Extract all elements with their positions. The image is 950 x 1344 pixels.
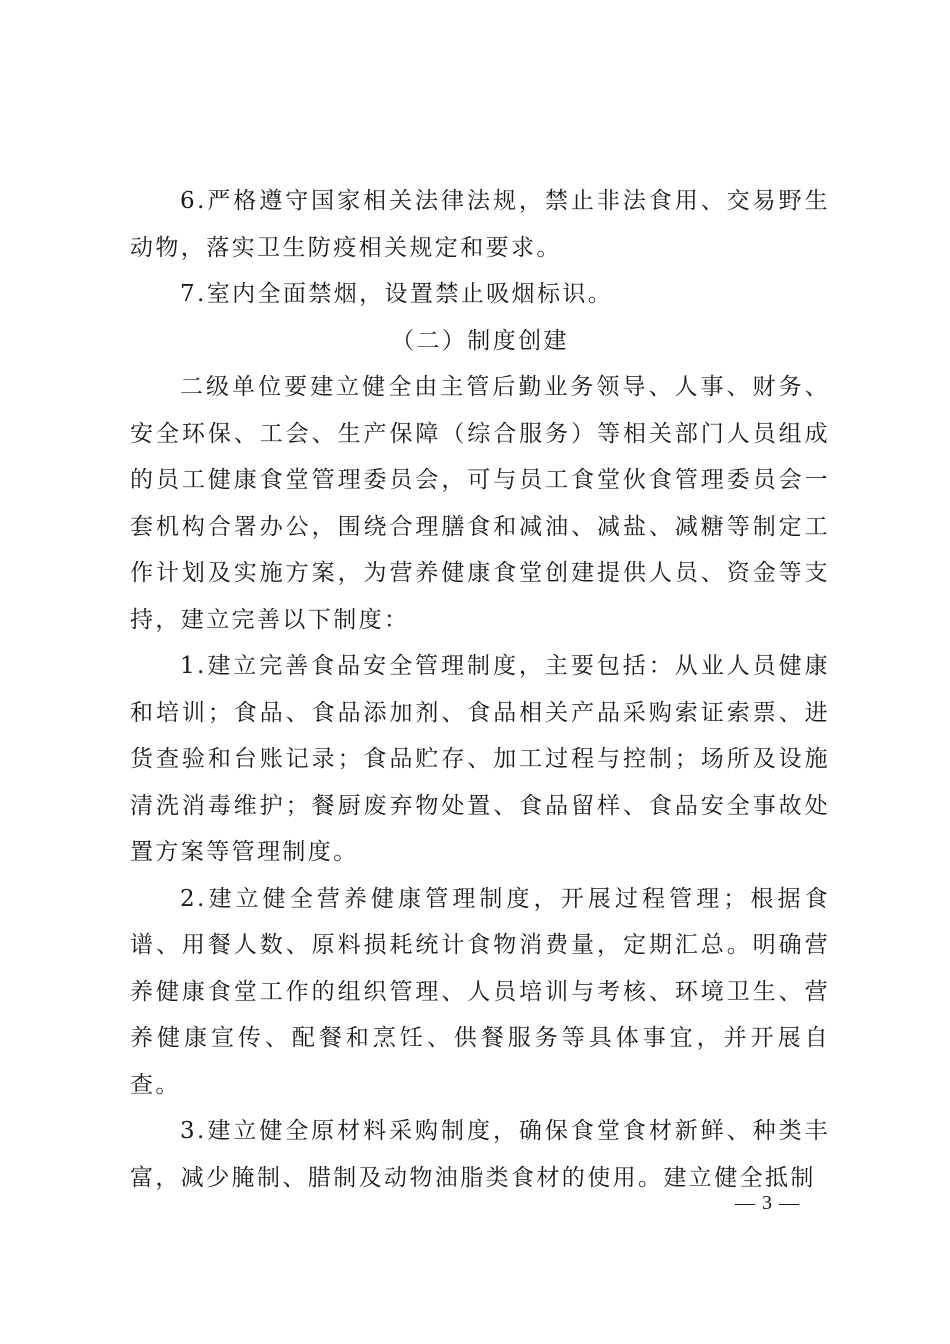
page-number: — 3 —: [735, 1192, 800, 1214]
paragraph-intro: 二级单位要建立健全由主管后勤业务领导、人事、财务、安全环保、工会、生产保障（综合服务）等相关部门人员组成的员工健康食堂管理委员会，可与员工食堂伙食管理委员会一套机构合署办公，围绕合理膳食和减油、减盐、减糖等制定工作计划及实施方案，为营养健康食堂创建提供人员、资金等支持，建立完善以下制度：: [130, 374, 830, 633]
paragraph-item-2: 2.建立健全营养健康管理制度，开展过程管理；根据食谱、用餐人数、原料损耗统计食物消费量，定期汇总。明确营养健康食堂工作的组织管理、人员培训与考核、环境卫生、营养健康宣传、配餐和烹饪、供餐服务等具体事宜，并开展自查。: [130, 885, 830, 1098]
paragraph-item-7: 7.室内全面禁烟，设置禁止吸烟标识。: [180, 281, 614, 307]
paragraph-item-1: 1.建立完善食品安全管理制度，主要包括：从业人员健康和培训；食品、食品添加剂、食品相关产品采购索证索票、进货查验和台账记录；食品贮存、加工过程与控制；场所及设施清洗消毒维护；餐厨废弃物处置、食品留样、食品安全事故处置方案等管理制度。: [130, 653, 830, 865]
paragraph-item-6: 6.严格遵守国家相关法律法规，禁止非法食用、交易野生动物，落实卫生防疫相关规定和要求。: [130, 188, 830, 261]
paragraph-item-3: 3.建立健全原材料采购制度，确保食堂食材新鲜、种类丰富，减少腌制、腊制及动物油脂类食材的使用。建立健全抵制: [130, 1118, 830, 1191]
document-body: [130, 178, 830, 1201]
section-heading: （二）制度创建: [391, 327, 569, 354]
